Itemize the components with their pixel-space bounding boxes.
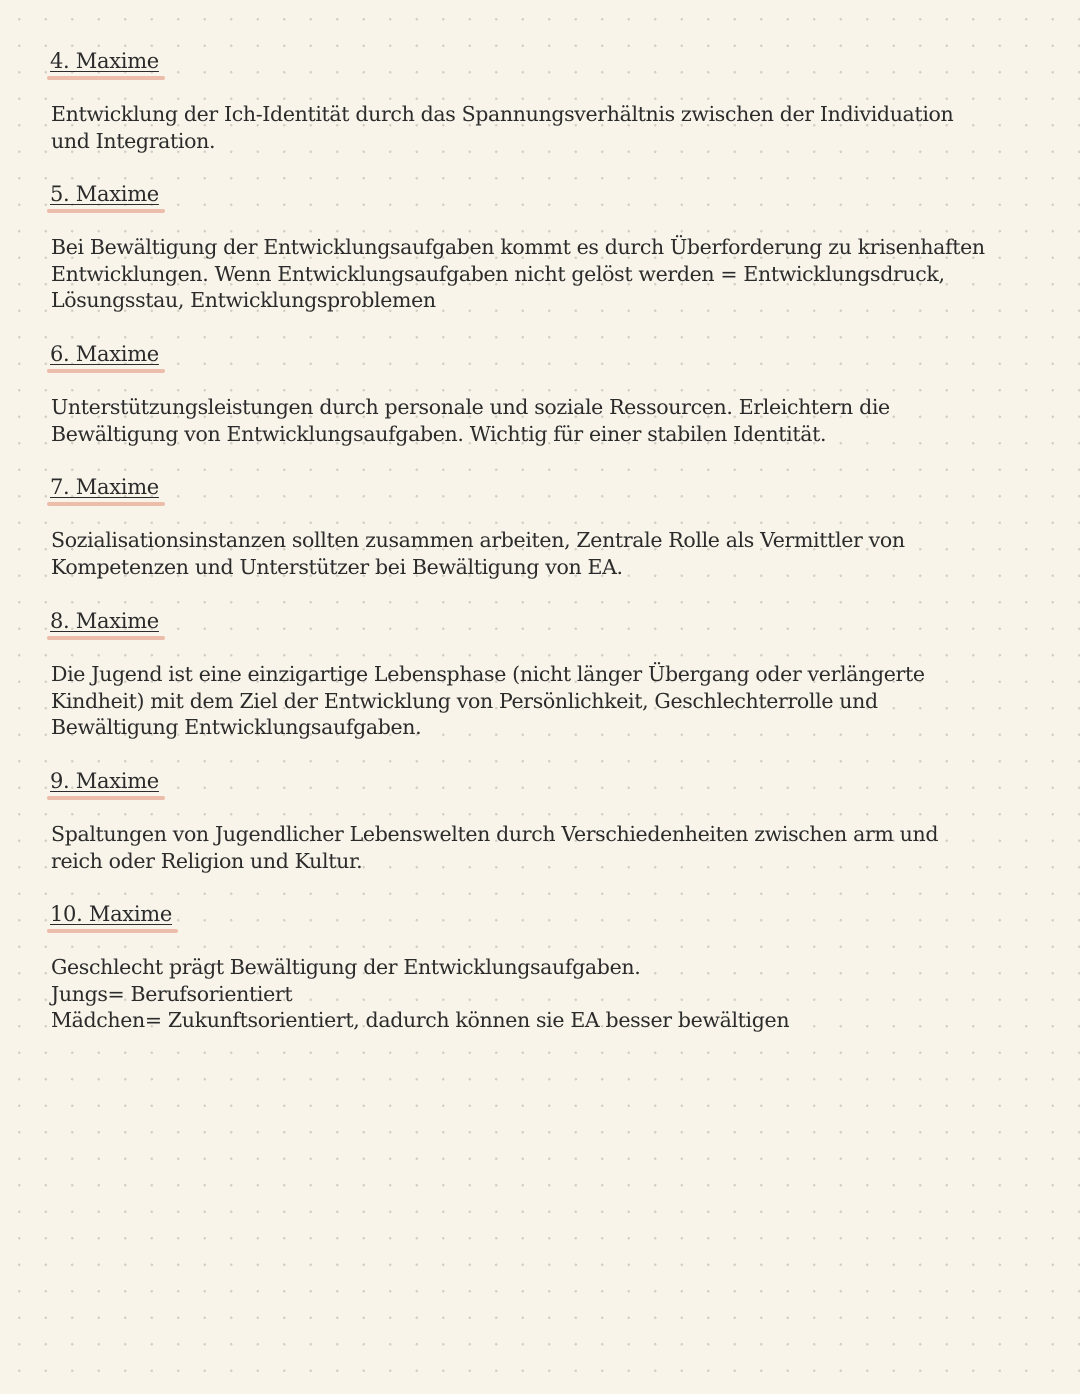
text-line: Geschlecht prägt Bewältigung der Entwicklungsaufgaben. bbox=[51, 955, 641, 979]
maxime-6-heading: 6. Maxime bbox=[50, 341, 163, 367]
maxime-5-section bbox=[51, 181, 1041, 314]
maxime-8-text bbox=[51, 661, 1041, 741]
maxime-7-text bbox=[51, 527, 1041, 580]
maxime-6-section bbox=[51, 341, 1041, 447]
text-line: Bei Bewältigung der Entwicklungsaufgaben kommt es durch Überforderung zu krisenhaften bbox=[51, 235, 985, 259]
maxime-10-heading: 10. Maxime bbox=[50, 901, 176, 927]
text-line: Die Jugend ist eine einzigartige Lebensphase (nicht länger Übergang oder verlängerte bbox=[51, 662, 925, 686]
maxime-4-text bbox=[51, 101, 1041, 154]
maxime-10-section bbox=[51, 901, 1041, 1034]
maxime-9-heading: 9. Maxime bbox=[50, 768, 163, 794]
maxime-5-text bbox=[51, 234, 1041, 314]
maxime-8-section bbox=[51, 608, 1041, 741]
text-line: Mädchen= Zukunftsorientiert, dadurch können sie EA besser bewältigen bbox=[51, 1008, 790, 1032]
maxime-4-heading: 4. Maxime bbox=[50, 48, 163, 74]
maxime-5-heading: 5. Maxime bbox=[50, 181, 163, 207]
text-line: Unterstützungsleistungen durch personale und soziale Ressourcen. Erleichtern die bbox=[51, 395, 890, 419]
text-line: Spaltungen von Jugendlicher Lebenswelten durch Verschiedenheiten zwischen arm und bbox=[51, 822, 939, 846]
maxime-9-text bbox=[51, 821, 1041, 874]
maxime-8-heading: 8. Maxime bbox=[50, 608, 163, 634]
text-line: und Integration. bbox=[51, 128, 216, 153]
text-line: Entwicklung der Ich-Identität durch das Spannungsverhältnis zwischen der Individuation bbox=[51, 102, 954, 126]
text-line: reich oder Religion und Kultur. bbox=[51, 848, 363, 873]
maxime-7-heading: 7. Maxime bbox=[50, 474, 163, 500]
maxime-7-section bbox=[51, 474, 1041, 580]
text-line: Bewältigung Entwicklungsaufgaben. bbox=[51, 715, 422, 739]
text-line: Kompetenzen und Unterstützer bei Bewältigung von EA. bbox=[51, 554, 623, 579]
text-line: Entwicklungen. Wenn Entwicklungsaufgaben nicht gelöst werden = Entwicklungsdruck, bbox=[51, 261, 945, 286]
text-line: Bewältigung von Entwicklungsaufgaben. Wichtig für einer stabilen Identität. bbox=[51, 421, 827, 446]
maxime-9-section bbox=[51, 768, 1041, 874]
text-line: Sozialisationsinstanzen sollten zusammen arbeiten, Zentrale Rolle als Vermittler von bbox=[51, 528, 905, 552]
text-line: Kindheit) mit dem Ziel der Entwicklung von Persönlichkeit, Geschlechterrolle und bbox=[51, 688, 878, 713]
maxime-4-section bbox=[51, 48, 1041, 154]
maxime-6-text bbox=[51, 394, 1041, 447]
text-line: Lösungsstau, Entwicklungsproblemen bbox=[51, 288, 436, 312]
text-line: Jungs= Berufsorientiert bbox=[51, 981, 293, 1006]
maxime-10-text bbox=[51, 954, 1041, 1034]
